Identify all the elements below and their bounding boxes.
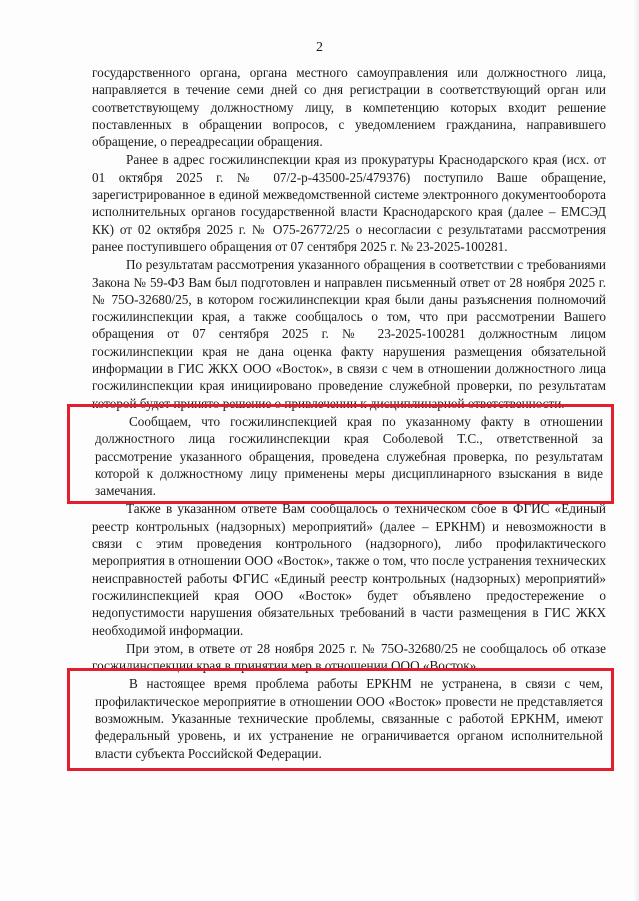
paragraph-7-highlighted: В настоящее время проблема работы ЕРКНМ не устранена, в связи с чем, профилактическое мероприятие в отношении ООО «Восток» провести не представляется возможным. Указанные технические проблемы, связанные с работой ЕРКНМ, имеют федеральный уровень, и их устранение не ограничивается органом исполнительной власти субъекта Российской Федерации. [95, 676, 603, 761]
highlight-box-erknm [67, 668, 614, 770]
paragraph-5: Также в указанном ответе Вам сообщалось о техническом сбое в ФГИС «Единый реестр контрольных (надзорных) мероприятий» (далее – ЕРКНМ) и невозможности в связи с этим проведения контрольного (надзорного), либо профилактического мероприятия в отношении ООО «Восток», также о том, что после устранения технических неисправностей работы ФГИС «Единый реестр контрольных (надзорных) мероприятий» госжилинспекцией края ООО «Восток» будет объявлено предостережение о недопустимости нарушения обязательных требований в части размещения в ГИС ЖКХ необходимой информации. [92, 501, 606, 638]
document-body [92, 64, 606, 771]
paragraph-3: По результатам рассмотрения указанного обращения в соответствии с требованиями Закона № 59-ФЗ Вам был подготовлен и направлен письменный ответ от 28 ноября 2025 г. № 75О-32680/25, в котором госжилинспекции края были даны разъяснения полномочий госжилинспекции края, а также сообщалось о том, что при рассмотрении Вашего обращения от 07 сентября 2025 г. № 23-2025-100281 должностным лицом госжилинспекции края не дана оценка факту нарушения размещения обязательной информации в ГИС ЖКХ ООО «Восток», в связи с чем в отношении должностного лица госжилинспекции края инициировано проведение служебной проверки, по результатам которой будет принято решение о привлечении к дисциплинарной ответственности. [92, 257, 606, 411]
paragraph-6: При этом, в ответе от 28 ноября 2025 г. № 75О-32680/25 не сообщалось об отказе госжилинспекции края в принятии мер в отношении ООО «Восток». [92, 640, 606, 674]
paragraph-4-highlighted: Сообщаем, что госжилинспекцией края по указанному факту в отношении должностного лица госжилинспекции края Соболевой Т.С., ответственной за рассмотрение указанного обращения, проведена служебная проверка, по результатам которой к должностному лицу применены меры дисциплинарного взыскания в виде замечания. [95, 413, 603, 499]
highlight-box-disciplinary [67, 404, 614, 504]
scan-edge-shadow [633, 0, 639, 901]
page-number: 2 [316, 40, 323, 55]
paragraph-1: государственного органа, органа местного самоуправления или должностного лица, направляется в течение семи дней со дня регистрации в соответствующий орган или соответствующему должностному лицу, в компетенцию которых входит решение поставленных в обращении вопросов, с уведомлением гражданина, направившего обращение, о переадресации обращения. [92, 65, 606, 150]
paragraph-2: Ранее в адрес госжилинспекции края из прокуратуры Краснодарского края (исх. от 01 октября 2025 г. № 07/2-р-43500-25/479376) поступило Ваше обращение, зарегистрированное в единой межведомственной системе электронного документооборота исполнительных органов государственной власти Краснодарского края (далее – ЕМСЭД КК) от 02 октября 2025 г. № О75-26772/25 о несогласии с результатами рассмотрения ранее поступившего обращения от 07 сентября 2025 г. № 23-2025-100281. [92, 152, 606, 254]
